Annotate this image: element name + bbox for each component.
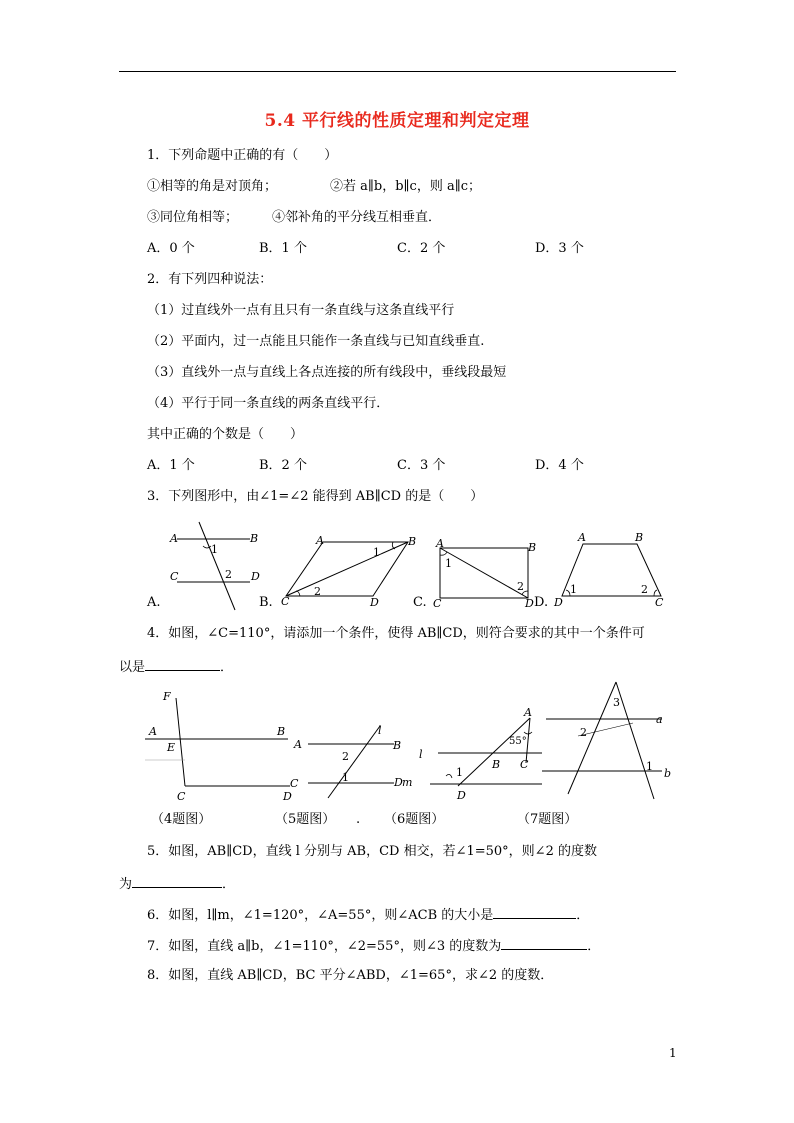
q1-statement-1: ①相等的角是对顶角；: [147, 179, 278, 194]
fig-d-angle-1: 1: [570, 583, 577, 596]
fig-a-point-d: D: [251, 570, 260, 583]
q4-line-2: 以是 ．: [119, 660, 234, 675]
q3-stem: 3．下列图形中，由∠1=∠2 能得到 AB∥CD 的是（ ）: [147, 489, 484, 504]
q1-statement-3: ③同位角相等；: [147, 210, 239, 225]
q5-answer-blank: [132, 875, 222, 888]
fig-6: [416, 702, 548, 806]
fig7-caption: （7题图）: [517, 812, 578, 827]
fig-c-point-c: C: [433, 597, 442, 610]
fig7-angle-2: 2: [580, 726, 587, 739]
fig4-point-a: A: [149, 725, 157, 738]
fig4-point-c: C: [177, 790, 186, 803]
fig-c-angle-2: 2: [517, 580, 524, 593]
fig5-line-l: l: [378, 724, 382, 737]
fig6-point-a: A: [524, 706, 532, 719]
fig6-angle-55: 55°: [509, 736, 527, 747]
fig-b-angle-1: 1: [373, 546, 380, 559]
fig5-point-d: D: [394, 776, 403, 789]
q7-answer-blank: [501, 937, 587, 950]
q7-line: 7．如图，直线 a∥b，∠1=110°，∠2=55°，则∠3 的度数为 ．: [147, 939, 601, 954]
q2-question: 其中正确的个数是（ ）: [147, 427, 304, 442]
fig-b-point-a: A: [316, 534, 324, 547]
q2-stem: 2．有下列四种说法：: [147, 272, 273, 287]
fig5-angle-1: 1: [342, 771, 349, 784]
fig7-angle-3: 3: [613, 696, 620, 709]
fig4-point-e: E: [167, 741, 176, 754]
q8-line: 8．如图，直线 AB∥CD，BC 平分∠ABD，∠1=65°，求∠2 的度数．: [147, 968, 554, 983]
q5-line-1: 5．如图，AB∥CD，直线 l 分别与 AB，CD 相交，若∠1=50°，则∠2 的度数: [147, 844, 597, 859]
q3-option-d-label: D.: [534, 595, 549, 610]
q3-figure-b: [278, 533, 418, 609]
q2-option-a: A．1 个: [147, 458, 195, 473]
fig6-point-c: C: [520, 758, 529, 771]
q1-statement-4: ④邻补角的平分线互相垂直．: [272, 210, 442, 225]
q1-option-c: C．2 个: [397, 241, 446, 256]
fig7-line-b: b: [664, 767, 672, 780]
fig-c-point-b: B: [528, 541, 537, 554]
fig5-line-m: m: [402, 776, 413, 789]
caption-dot: .: [356, 812, 361, 827]
q1-option-d: D．3 个: [535, 241, 584, 256]
fig6-angle-1: 1: [456, 766, 463, 779]
fig7-angle-1: 1: [646, 760, 653, 773]
q6-line: 6．如图，l∥m，∠1=120°，∠A=55°，则∠ACB 的大小是 ．: [147, 908, 590, 923]
fig-c-point-d: D: [525, 597, 534, 610]
fig6-point-b: B: [492, 758, 501, 771]
fig7-line-a: a: [656, 713, 663, 726]
q6-answer-blank: [493, 906, 576, 919]
fig5-point-c: C: [290, 777, 299, 790]
fig-c-point-a: A: [436, 537, 444, 550]
q2-item-1: （1）过直线外一点有且只有一条直线与这条直线平行: [147, 303, 455, 318]
fig-d-point-c: C: [655, 596, 664, 609]
fig-a-angle-1: 1: [211, 543, 218, 556]
fig4-point-f: F: [163, 690, 171, 703]
fig5-point-a: A: [294, 738, 302, 751]
fig6-line-l: l: [419, 748, 423, 761]
q2-item-3: （3）直线外一点与直线上各点连接的所有线段中，垂线段最短: [147, 365, 507, 380]
q2-option-c: C．3 个: [397, 458, 446, 473]
fig-b-point-c: C: [281, 595, 290, 608]
fig4-point-d: D: [283, 790, 292, 803]
q1-option-a: A．0 个: [147, 241, 195, 256]
q1-stem: 1．下列命题中正确的有（ ）: [147, 148, 338, 163]
q3-option-a-label: A.: [147, 595, 161, 610]
fig4-caption: （4题图）: [151, 812, 212, 827]
fig6-point-d: D: [457, 789, 466, 802]
q1-option-b: B．1 个: [259, 241, 307, 256]
q3-option-c-label: C.: [413, 595, 427, 610]
q4-line-1: 4．如图，∠C=110°，请添加一个条件，使得 AB∥CD，则符合要求的其中一个条件可: [147, 626, 645, 641]
fig-4: [145, 688, 300, 804]
fig-a-point-a: A: [170, 532, 178, 545]
fig5-angle-2: 2: [342, 750, 349, 763]
q1-statement-2: ②若 a∥b，b∥c，则 a∥c；: [330, 179, 481, 194]
fig-a-point-c: C: [170, 570, 179, 583]
fig-d-point-a: A: [578, 531, 586, 544]
fig-d-point-b: B: [635, 531, 644, 544]
q2-item-2: （2）平面内，过一点能且只能作一条直线与已知直线垂直.: [147, 334, 485, 349]
q2-option-b: B．2 个: [259, 458, 307, 473]
fig-c-angle-1: 1: [445, 557, 452, 570]
q4-answer-blank: [145, 658, 220, 671]
fig-b-point-d: D: [370, 596, 379, 609]
fig5-caption: （5题图）: [275, 812, 336, 827]
fig-d-angle-2: 2: [641, 583, 648, 596]
page-number: 1: [669, 1046, 677, 1060]
q3-option-b-label: B.: [259, 595, 273, 610]
header-rule: [119, 71, 676, 72]
fig-d-point-d: D: [554, 596, 563, 609]
q2-option-d: D．4 个: [535, 458, 584, 473]
fig6-caption: （6题图）: [384, 812, 445, 827]
q2-item-4: （4）平行于同一条直线的两条直线平行．: [147, 396, 390, 411]
fig-7: [536, 678, 674, 804]
fig-5: [290, 722, 413, 800]
q3-figure-a: [165, 522, 260, 610]
fig4-point-b: B: [277, 725, 286, 738]
fig-b-angle-2: 2: [314, 585, 321, 598]
fig-a-point-b: B: [250, 532, 259, 545]
q5-line-2: 为 ．: [119, 877, 236, 892]
q3-figure-d: [553, 530, 668, 610]
fig5-point-b: B: [393, 739, 402, 752]
q3-figure-c: [430, 538, 545, 608]
fig-a-angle-2: 2: [225, 568, 232, 581]
fig-b-point-b: B: [408, 535, 417, 548]
page-title: 5.4 平行线的性质定理和判定定理: [264, 111, 530, 131]
